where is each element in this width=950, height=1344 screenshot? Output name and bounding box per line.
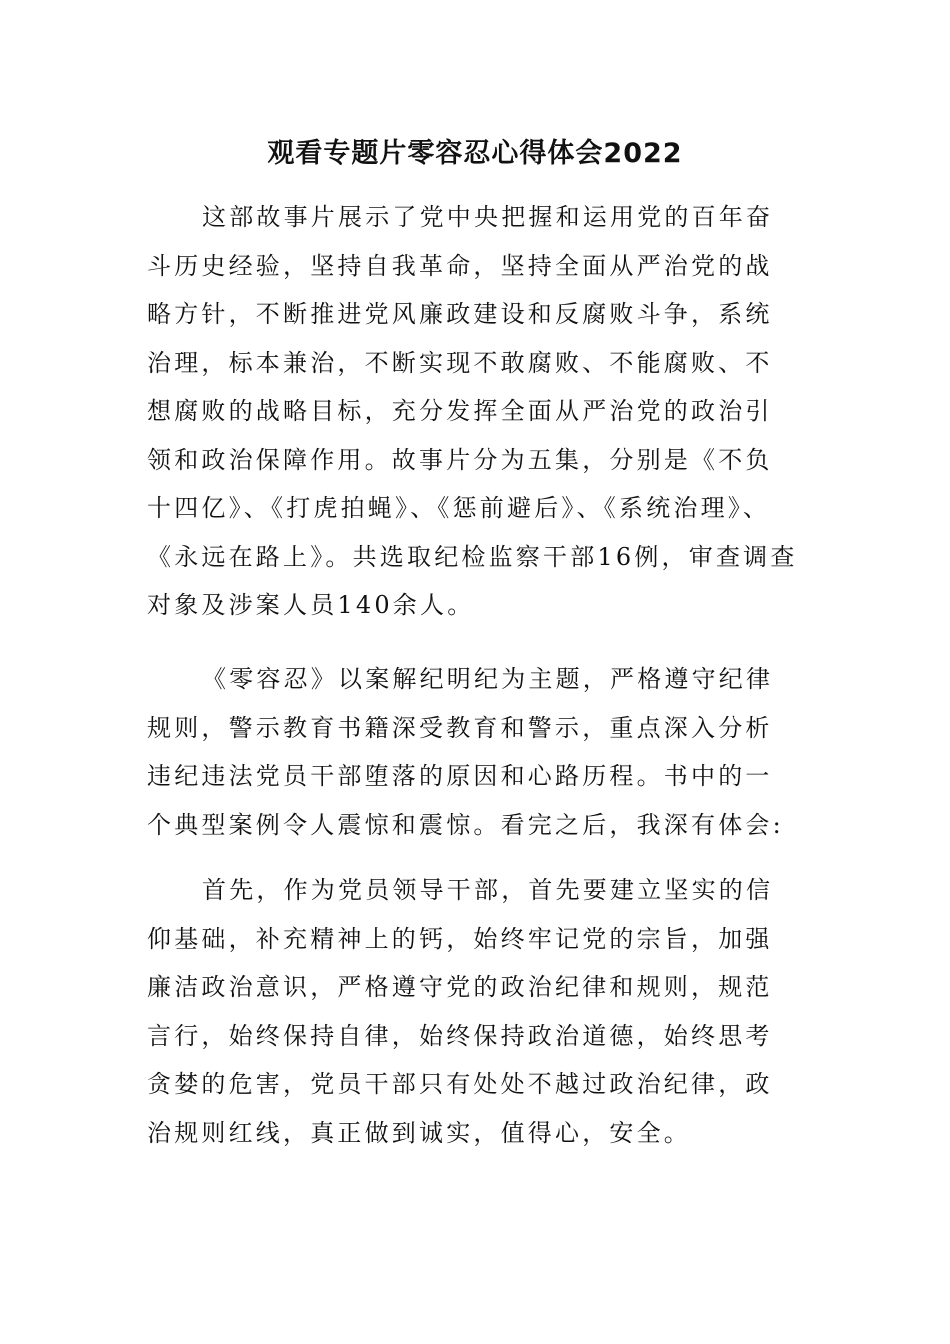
document-title: 观看专题片零容忍心得体会2022 xyxy=(267,138,683,169)
paragraph-2: 《零容忍》以案解纪明纪为主题，严格遵守纪律规则，警示教育书籍深受教育和警示，重点深入分析违纪违法党员干部堕落的原因和心路历程。书中的一个典型案例令人震惊和震惊。看完之后，我深有体会: xyxy=(147,665,784,839)
paragraph-3: 首先，作为党员领导干部，首先要建立坚实的信仰基础，补充精神上的钙，始终牢记党的宗旨，加强廉洁政治意识，严格遵守党的政治纪律和规则，规范言行，始终保持自律，始终保持政治道德，始终思考贪婪的危害，党员干部只有处处不越过政治纪律，政治规则红线，真正做到诚实，值得心，安全。 xyxy=(147,876,774,1147)
paragraph-1: 这部故事片展示了党中央把握和运用党的百年奋斗历史经验，坚持自我革命，坚持全面从严治党的战略方针，不断推进党风廉政建设和反腐败斗争，系统治理，标本兼治，不断实现不敢腐败、不能腐败、不想腐败的战略目标，充分发挥全面从严治党的政治引领和政治保障作用。故事片分为五集，分别是《不负十四亿》、《打虎拍蝇》、《惩前避后》、《系统治理》、《永远在路上》。共选取纪检监察干部16例，审查调查对象及涉案人员140余人。 xyxy=(147,203,798,619)
